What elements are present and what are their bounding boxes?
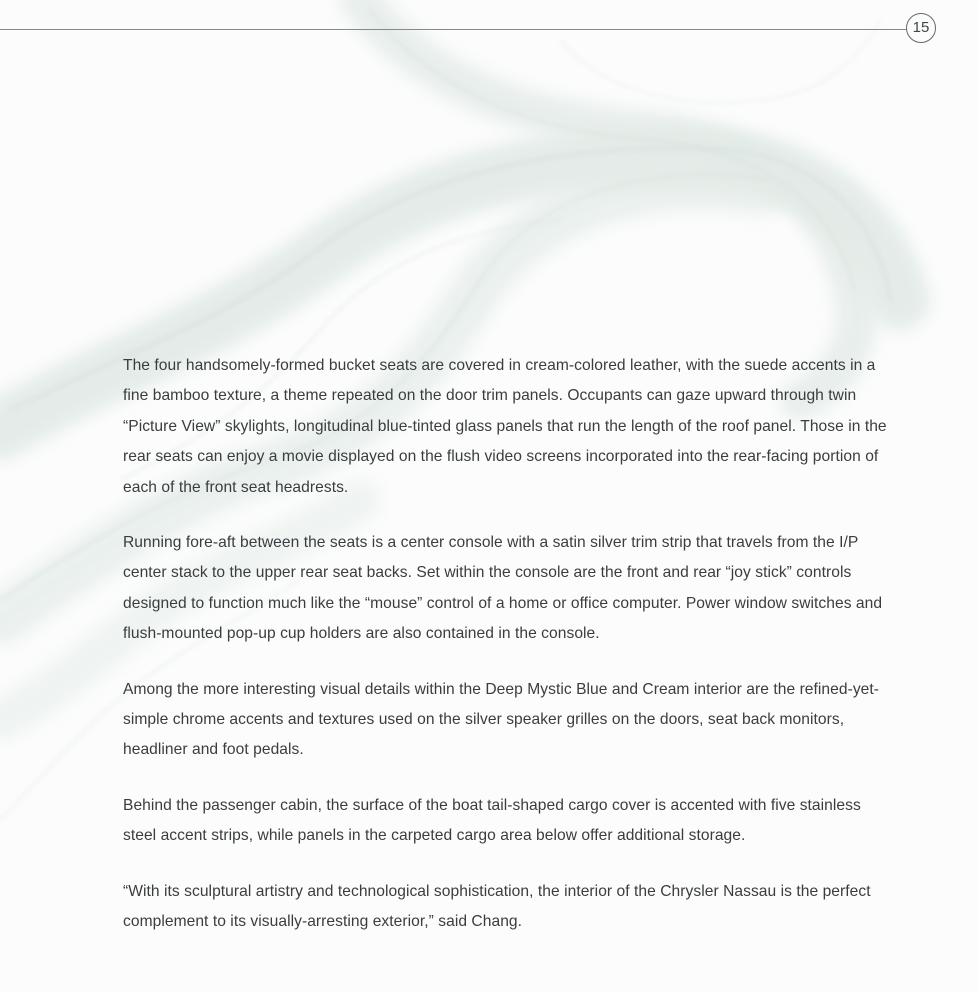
body-text (123, 351, 893, 963)
paragraph: “With its sculptural artistry and technological sophistication, the interior of the Chrysler Nassau is the perfect complement to its visually-arresting exterior,” said Chang. (123, 882, 871, 931)
page-number: 15 (906, 13, 936, 43)
paragraph: Behind the passenger cabin, the surface of the boat tail-shaped cargo cover is accented with five stainless steel accent strips, while panels in the carpeted cargo area below offer additional storage. (123, 796, 861, 845)
paragraph: Among the more interesting visual details within the Deep Mystic Blue and Cream interior are the refined-yet-simple chrome accents and textures used on the silver speaker grilles on the doors, seat back monitors, headliner and foot pedals. (123, 680, 880, 759)
paragraph: The four handsomely-formed bucket seats are covered in cream-colored leather, with the suede accents in a fine bamboo texture, a theme repeated on the door trim panels. Occupants can gaze upward through twin “Picture View” skylights, longitudinal blue-tinted glass panels that run the length of the roof panel. Those in the rear seats can enjoy a movie displayed on the flush video screens incorporated into the rear-facing portion of each of the front seat headrests. (123, 357, 887, 496)
paragraph: Running fore-aft between the seats is a center console with a satin silver trim strip that travels from the I/P center stack to the upper rear seat backs. Set within the console are the front and rear “joy stick” controls designed to function much like the “mouse” control of a home or office computer. Power window switches and flush-mounted pop-up cup holders are also contained in the console. (123, 534, 883, 643)
header-rule (0, 29, 906, 30)
